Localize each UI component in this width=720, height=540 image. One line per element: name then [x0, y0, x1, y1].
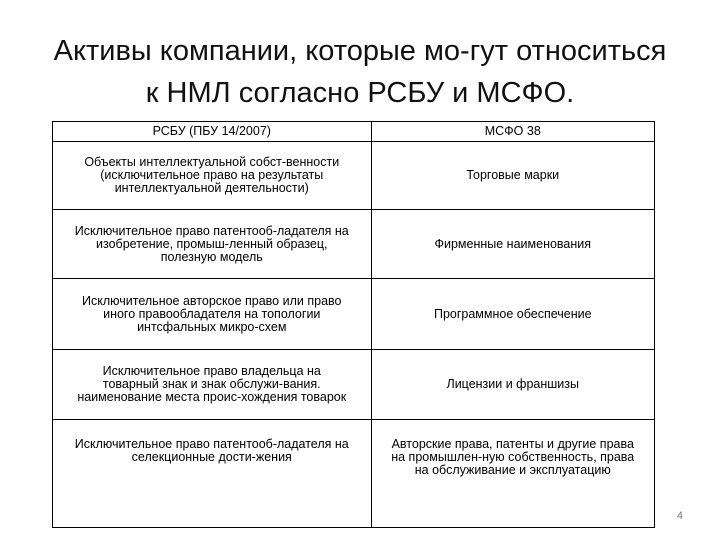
page-number: 4: [676, 510, 683, 522]
cell-text-line: изобретение, промыш-ленный образец,: [96, 236, 328, 251]
cell-text-line: Исключительное авторское право или право: [82, 293, 342, 308]
cell-text-line: селекционные дости-жения: [131, 450, 292, 464]
slide-title: [20, 30, 700, 114]
cell-text-line: полезную модель: [160, 249, 263, 264]
cell-ifrs: [371, 279, 654, 350]
cell-text-line: Фирменные наименования: [434, 236, 592, 251]
cell-ifrs: [371, 350, 654, 420]
cell-text-line: (исключительное право на результаты: [100, 168, 324, 182]
cell-rsbu: [53, 210, 372, 279]
cell-text-line: наименование места проис-хождения товарок: [77, 390, 347, 404]
slide-title-line-2: к НМЛ согласно РСБУ и МСФО.: [145, 77, 575, 109]
cell-rsbu: [53, 142, 372, 210]
cell-text-line: Авторские права, патенты и другие права: [391, 437, 634, 451]
slide-title-line-1: Активы компании, которые мо-гут относиться: [53, 35, 667, 67]
cell-text-line: интеллектуальной деятельности): [114, 181, 309, 195]
cell-text-line: Исключительное право патентооб-ладателя на: [74, 437, 349, 451]
table-row: [53, 279, 655, 350]
cell-text-line: Программное обеспечение: [433, 306, 592, 321]
cell-text-line: иного правообладателя на топологии: [103, 306, 321, 321]
comparison-table: [52, 121, 655, 528]
cell-ifrs: [371, 142, 654, 210]
column-header-rsbu: РСБУ (ПБУ 14/2007): [53, 122, 372, 142]
cell-rsbu: [53, 279, 372, 350]
cell-text-line: Исключительное право патентооб-ладателя на: [74, 223, 349, 238]
table-row: [53, 210, 655, 279]
table-row: [53, 420, 655, 528]
cell-ifrs: [371, 210, 654, 279]
cell-text-line: на обслуживание и эксплуатацию: [414, 463, 611, 477]
cell-rsbu: [53, 350, 372, 420]
table-row: [53, 142, 655, 210]
cell-rsbu: [53, 420, 372, 528]
cell-text-line: Торговые марки: [466, 168, 560, 182]
cell-text-line: интсфальных микро-схем: [137, 319, 287, 334]
cell-text-line: товарный знак и знак обслужи-вания.: [102, 377, 321, 391]
cell-text-line: Исключительное право владельца на: [102, 364, 321, 378]
column-header-ifrs: МСФО 38: [371, 122, 654, 142]
table-header-row: [53, 122, 655, 142]
cell-ifrs: [371, 420, 654, 528]
cell-text-line: на промышлен-ную собственность, права: [391, 450, 635, 464]
cell-text-line: Объекты интеллектуальной собст-венности: [84, 155, 340, 169]
table-row: [53, 350, 655, 420]
cell-text-line: Лицензии и франшизы: [446, 377, 580, 391]
